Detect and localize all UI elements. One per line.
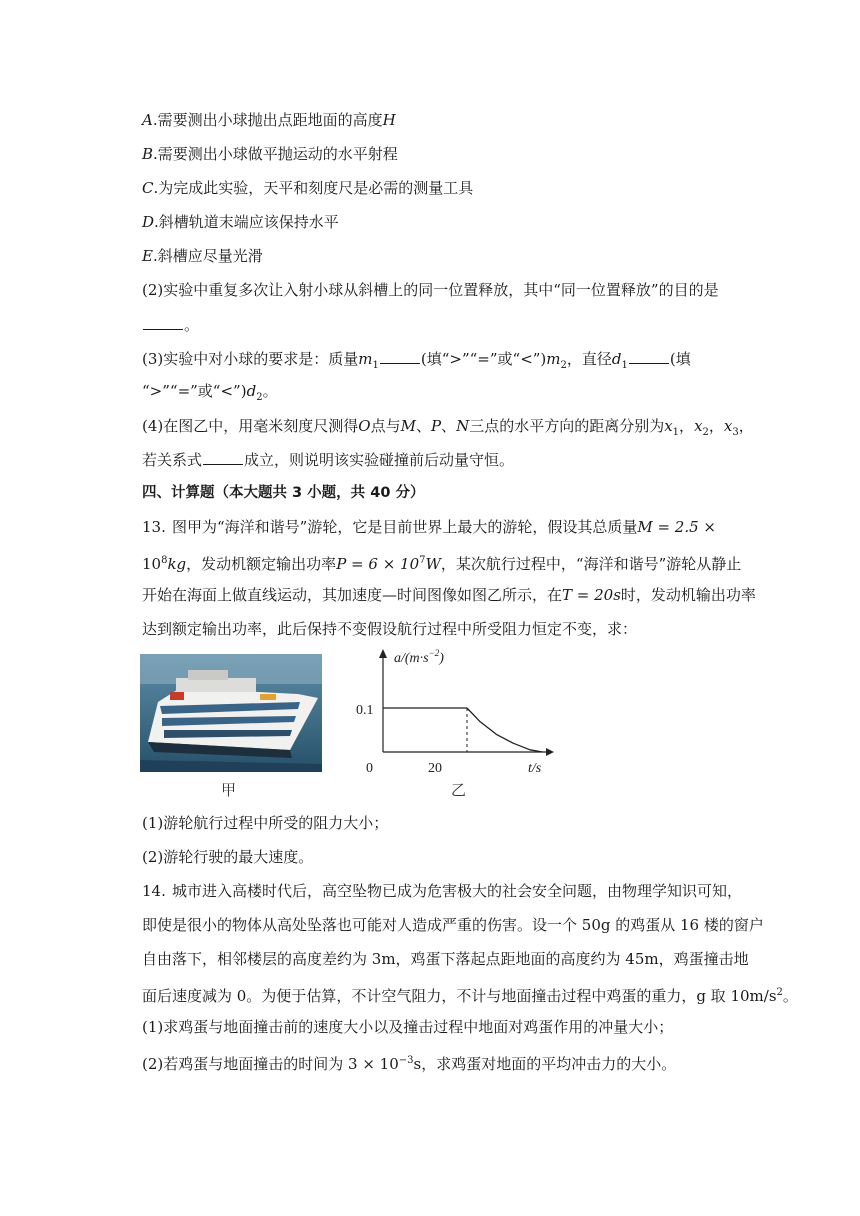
y-axis-label bbox=[394, 648, 444, 666]
option-d-letter: D bbox=[142, 213, 155, 231]
option-c bbox=[142, 177, 473, 199]
q3-m1: m bbox=[358, 350, 373, 368]
q4-text-3: 、 bbox=[415, 417, 431, 435]
option-e bbox=[142, 245, 263, 267]
q14-text-1: 城市进入高楼时代后，高空坠物已成为危害极大的社会安全问题，由物理学知识可知， bbox=[172, 882, 743, 900]
q4-relation-blank[interactable] bbox=[203, 450, 243, 465]
q2-line1: (2)实验中重复多次让入射小球从斜槽上的同一位置释放，其中“同一位置释放”的目的是 bbox=[142, 281, 719, 299]
q13-text-1: 图甲为“海洋和谐号”游轮，它是目前世界上最大的游轮，假设其总质量 bbox=[172, 518, 638, 536]
cruise-ship-image bbox=[140, 654, 322, 772]
q4-x1-sub: 1 bbox=[672, 427, 680, 438]
q3-mass-blank[interactable] bbox=[380, 349, 420, 364]
y-tick-label: 0.1 bbox=[356, 703, 374, 718]
q13-line3 bbox=[142, 584, 756, 606]
origin-label: 0 bbox=[366, 761, 373, 776]
q13-sub2: (2)游轮行驶的最大速度。 bbox=[142, 848, 314, 866]
option-a bbox=[142, 109, 396, 131]
q3-d1: d bbox=[611, 350, 622, 368]
q14-text-7: s，求鸡蛋对地面的平均冲击力的大小。 bbox=[413, 1055, 677, 1073]
y-axis-label-sup: −2 bbox=[428, 648, 440, 658]
q2-tail: 。 bbox=[184, 316, 200, 334]
q13-watt: W bbox=[425, 555, 441, 573]
q13-ten: 10 bbox=[142, 555, 162, 573]
q13-exp-8: 8 bbox=[161, 555, 168, 566]
q4-n: N bbox=[456, 417, 470, 435]
figure-caption-right: 乙 bbox=[451, 781, 467, 799]
q4-text-4: 、 bbox=[441, 417, 457, 435]
option-a-text: .需要测出小球抛出点距地面的高度 bbox=[152, 111, 383, 129]
q4-x2-sub: 2 bbox=[702, 427, 709, 438]
q14-line1 bbox=[142, 880, 742, 902]
q4-x3-sub: 3 bbox=[732, 427, 739, 438]
q4-text-7: 成立，则说明该实验碰撞前后动量守恒。 bbox=[244, 451, 515, 469]
q13-text-2: ，发动机额定输出功率 bbox=[186, 555, 337, 573]
section-title: 四、计算题（本大题共 3 小题，共 40 分） bbox=[142, 485, 425, 501]
q3-line1 bbox=[142, 348, 691, 377]
option-a-letter: A bbox=[142, 111, 153, 129]
q3-d2-sub: 2 bbox=[256, 392, 263, 403]
q3-text-1: (3)实验中对小球的要求是：质量 bbox=[142, 350, 359, 368]
q14-line3: 自由落下，相邻楼层的高度差约为 3m，鸡蛋下落起点距地面的高度约为 45m，鸡蛋撞击地 bbox=[142, 950, 749, 968]
ship-photo bbox=[140, 654, 322, 772]
option-b bbox=[142, 143, 398, 165]
q3-text-3: ，直径 bbox=[566, 350, 612, 368]
q4-x3: x bbox=[723, 417, 733, 435]
q2-answer-blank[interactable] bbox=[143, 315, 183, 330]
q13-kg: kg bbox=[167, 555, 187, 573]
q4-p: P bbox=[430, 417, 442, 435]
q13-mass: M = 2.5 × bbox=[637, 518, 716, 536]
figure-caption-left: 甲 bbox=[221, 781, 237, 799]
q3-text-4: (填 bbox=[669, 350, 691, 368]
q2-line2 bbox=[142, 314, 199, 336]
q14-sub1: (1)求鸡蛋与地面撞击前的速度大小以及撞击过程中地面对鸡蛋作用的冲量大小； bbox=[142, 1018, 674, 1036]
q13-power: P = 6 × 10 bbox=[336, 555, 420, 573]
q14-text-4: 面后速度减为 0。为便于估算，不计空气阻力，不计与地面撞击过程中鸡蛋的重力，g 取 10m/s bbox=[142, 987, 777, 1005]
q3-m2-sub: 2 bbox=[560, 360, 567, 371]
option-e-text: .斜槽应尽量光滑 bbox=[152, 247, 263, 265]
option-b-letter: B bbox=[142, 145, 154, 163]
q13-text-3: ，某次航行过程中，“海洋和谐号”游轮从静止 bbox=[440, 555, 742, 573]
option-c-text: .为完成此实验，天平和刻度尺是必需的测量工具 bbox=[153, 179, 474, 197]
q3-text-5: “>”“=”或“<”) bbox=[142, 382, 247, 400]
q3-m2: m bbox=[546, 350, 561, 368]
q4-text-5: 三点的水平方向的距离分别为 bbox=[469, 417, 665, 435]
option-b-text: .需要测出小球做平抛运动的水平射程 bbox=[153, 145, 398, 163]
q3-tail: 。 bbox=[262, 382, 278, 400]
q14-line2: 即使是很小的物体从高处坠落也可能对人造成严重的伤害。设一个 50g 的鸡蛋从 16 楼的窗户 bbox=[142, 916, 764, 934]
q14-number: 14. bbox=[142, 882, 166, 900]
option-d-text: .斜槽轨道末端应该保持水平 bbox=[154, 213, 339, 231]
option-a-var: H bbox=[382, 111, 396, 129]
option-e-letter: E bbox=[142, 247, 153, 265]
decreasing-acceleration-curve bbox=[467, 708, 543, 752]
q3-diameter-blank[interactable] bbox=[629, 349, 669, 364]
option-c-letter: C bbox=[142, 179, 154, 197]
acceleration-time-chart bbox=[350, 646, 560, 796]
x-axis-arrow bbox=[546, 748, 554, 756]
q4-comma-2: ， bbox=[708, 417, 724, 435]
y-axis-arrow bbox=[379, 649, 387, 658]
q13-exp-7: 7 bbox=[419, 555, 426, 566]
q14-text-5: 。 bbox=[782, 987, 798, 1005]
q13-text-4: 开始在海面上做直线运动，其加速度—时间图像如图乙所示，在 bbox=[142, 586, 563, 604]
q13-time: T = 20s bbox=[562, 586, 621, 604]
q13-sub1: (1)游轮航行过程中所受的阻力大小； bbox=[142, 814, 389, 832]
q3-line2 bbox=[142, 380, 278, 409]
q4-line2 bbox=[142, 449, 514, 471]
x-axis-label: t/s bbox=[528, 761, 542, 776]
q3-m1-sub: 1 bbox=[372, 360, 379, 371]
q4-text-1: (4)在图乙中，用毫米刻度尺测得 bbox=[142, 417, 359, 435]
q13-line2 bbox=[142, 550, 741, 575]
q14-exp-2: 2 bbox=[776, 987, 783, 998]
q4-x1: x bbox=[664, 417, 673, 435]
q13-text-5: 时，发动机输出功率 bbox=[620, 586, 756, 604]
q4-m: M bbox=[400, 417, 416, 435]
q3-d2: d bbox=[246, 382, 257, 400]
q4-comma-3: ， bbox=[738, 417, 754, 435]
q4-line1 bbox=[142, 415, 754, 444]
q3-text-2: (填“>”“=”或“<”) bbox=[420, 350, 547, 368]
q4-x2: x bbox=[694, 417, 703, 435]
q14-sub2 bbox=[142, 1050, 676, 1075]
q4-o: O bbox=[358, 417, 371, 435]
q4-comma-1: ， bbox=[679, 417, 695, 435]
q13-line1 bbox=[142, 516, 716, 538]
q13-line4: 达到额定输出功率，此后保持不变假设航行过程中所受阻力恒定不变，求： bbox=[142, 620, 638, 638]
q4-text-6: 若关系式 bbox=[142, 451, 203, 469]
q14-text-6: (2)若鸡蛋与地面撞击的时间为 3 × 10 bbox=[142, 1055, 399, 1073]
option-d bbox=[142, 211, 339, 233]
q3-d1-sub: 1 bbox=[621, 360, 628, 371]
q14-exp-3: −3 bbox=[398, 1055, 414, 1066]
q14-line4 bbox=[142, 982, 798, 1007]
q4-text-2: 点与 bbox=[370, 417, 401, 435]
y-axis-label-main: a/(m·s bbox=[394, 651, 429, 666]
x-tick-label: 20 bbox=[428, 761, 442, 776]
q13-number: 13. bbox=[142, 518, 166, 536]
y-axis-label-end: ) bbox=[439, 651, 444, 666]
